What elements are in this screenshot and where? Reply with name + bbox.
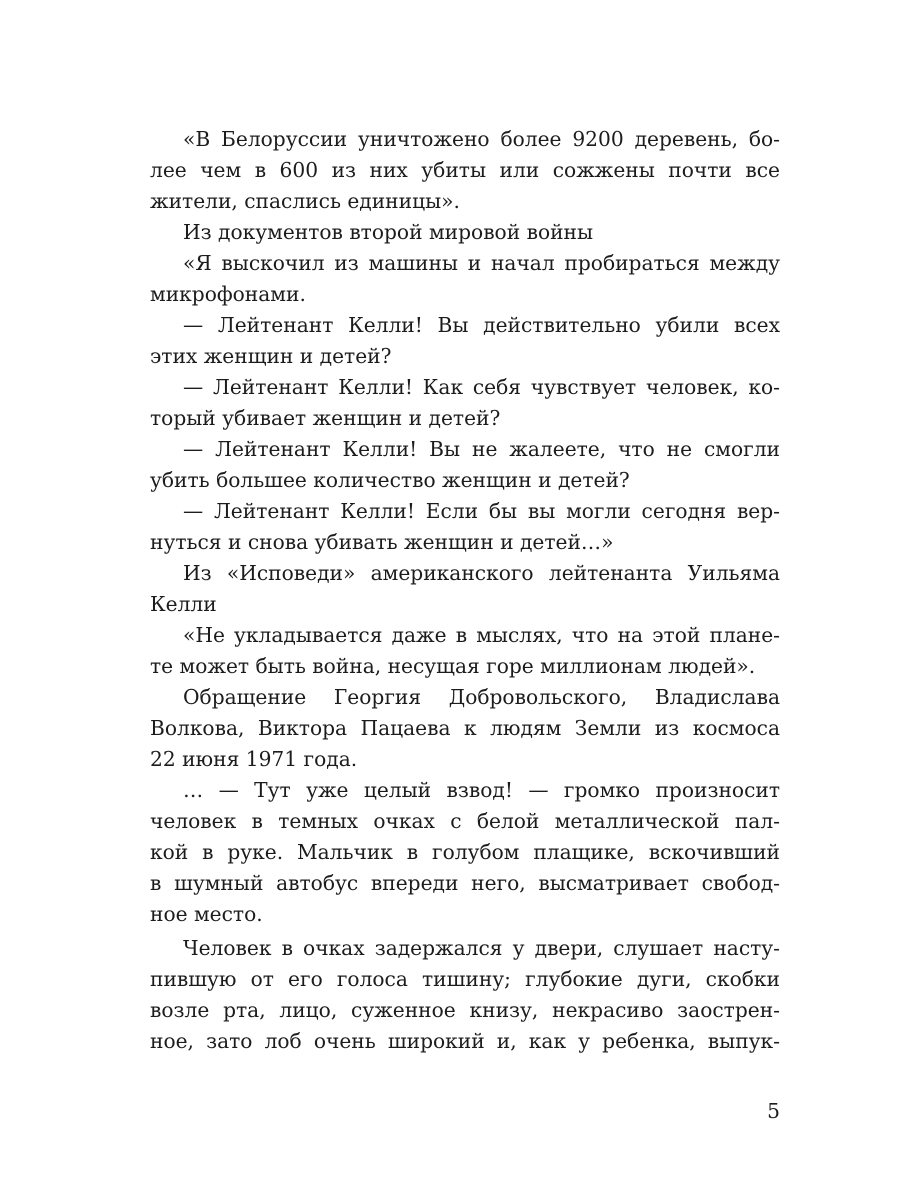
text-line: «Не укладывается даже в мыслях, что на этой плане- [183, 623, 780, 647]
source-line: Волкова, Виктора Пацаева к людям Земли из космоса [150, 716, 780, 740]
text-line: — Лейтенант Келли! Вы не жалеете, что не смогли [183, 437, 780, 461]
source-line: 22 июня 1971 года. [150, 747, 358, 771]
text-line: микрофонами. [150, 282, 306, 306]
text-line: ное, зато лоб очень широкий и, как у ребенка, выпук- [150, 1029, 780, 1053]
text-line: «Я выскочил из машины и начал пробираться между [183, 251, 780, 275]
text-line: ное место. [150, 902, 263, 926]
text-line: Человек в очках задержался у двери, слушает насту- [183, 936, 780, 960]
text-line: этих женщин и детей? [150, 344, 392, 368]
text-line: человек в темных очках с белой металлической пал- [150, 809, 780, 833]
text-line: … — Тут уже целый взвод! — громко произносит [183, 778, 780, 802]
text-line: — Лейтенант Келли! Если бы вы могли сегодня вер- [183, 499, 780, 523]
page-number: 5 [767, 1099, 780, 1123]
text-line: нуться и снова убивать женщин и детей…» [150, 530, 614, 554]
source-line: Келли [150, 592, 217, 616]
text-line: «В Белоруссии уничтожено более 9200 деревень, бо- [183, 127, 780, 151]
text-line: те может быть война, несущая горе миллионам людей». [150, 654, 756, 678]
source-line: Обращение Георгия Добровольского, Владислава [183, 685, 780, 709]
text-line: кой в руке. Мальчик в голубом плащике, вскочивший [150, 840, 780, 864]
text-line: жители, спаслись единицы». [150, 189, 460, 213]
text-line: убить большее количество женщин и детей? [150, 468, 630, 492]
text-line: пившую от его голоса тишину; глубокие дуги, скобки [150, 967, 780, 991]
text-line: в шумный автобус впереди него, высматривает свобод- [150, 871, 780, 895]
source-line: Из документов второй мировой войны [183, 220, 594, 244]
text-line: лее чем в 600 из них убиты или сожжены почти все [150, 158, 780, 182]
text-line: — Лейтенант Келли! Как себя чувствует человек, ко- [183, 375, 780, 399]
text-line: возле рта, лицо, суженное книзу, некрасиво заострен- [150, 998, 780, 1022]
text-line: торый убивает женщин и детей? [150, 406, 501, 430]
source-line: Из «Исповеди» американского лейтенанта Уильяма [183, 561, 780, 585]
body-text [150, 124, 780, 1057]
text-line: — Лейтенант Келли! Вы действительно убили всех [183, 313, 780, 337]
